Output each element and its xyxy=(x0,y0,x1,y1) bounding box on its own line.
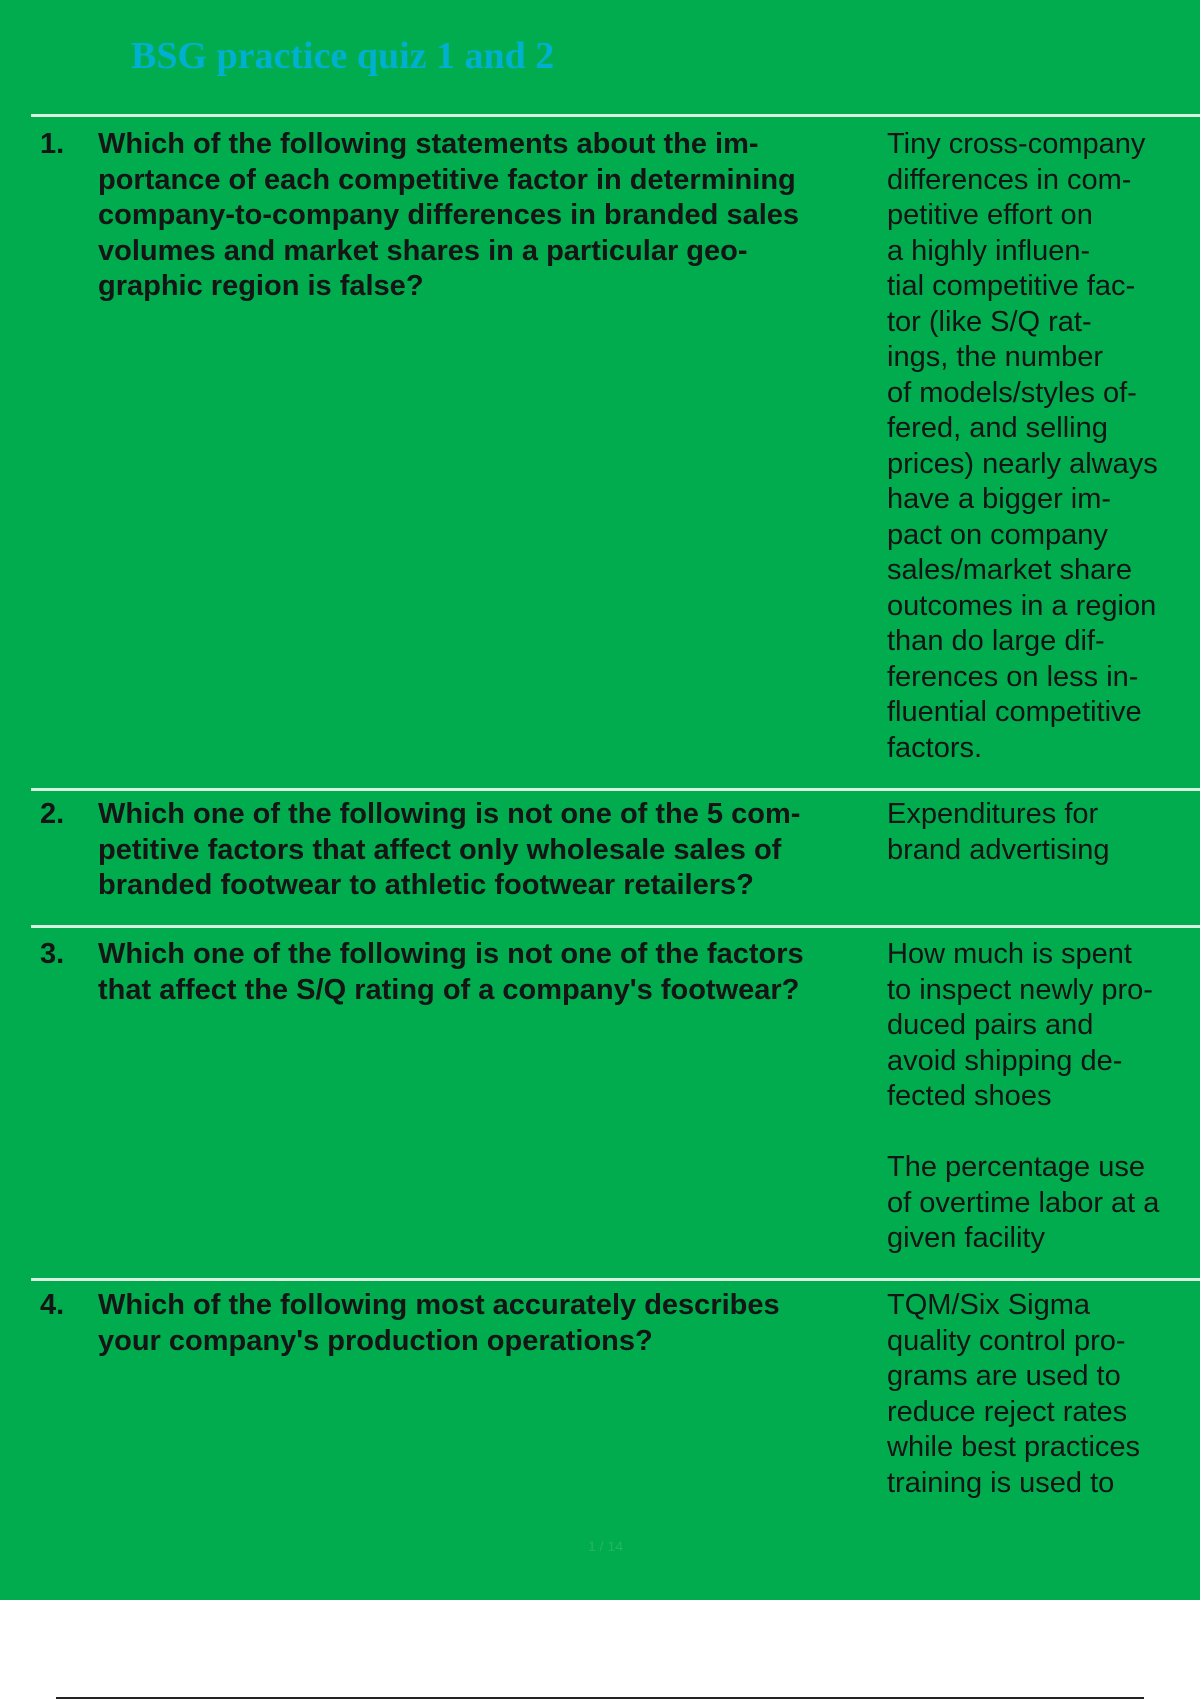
question-text xyxy=(98,1288,882,1359)
answer-line: fluential competitive xyxy=(887,696,1142,728)
answer-line: petitive effort on xyxy=(887,199,1093,231)
answer-line: of overtime labor at a xyxy=(887,1186,1160,1219)
question-line: volumes and market shares in a particular geo- xyxy=(98,234,748,267)
answer-line: have a bigger im- xyxy=(887,483,1112,515)
answer-text xyxy=(887,797,1200,868)
question-line: Which one of the following is not one of the factors xyxy=(98,938,804,970)
question-line: petitive factors that affect only wholesale sales of xyxy=(98,833,782,866)
question-number: 4. xyxy=(40,1289,65,1321)
question-line: Which of the following most accurately describes xyxy=(98,1289,780,1321)
answer-line: differences in com- xyxy=(887,163,1132,196)
answer-line: The percentage use xyxy=(887,1151,1145,1183)
answer-text xyxy=(887,937,1200,1257)
answer-text xyxy=(887,1288,1200,1501)
question-line: your company's production operations? xyxy=(98,1324,653,1357)
answer-line: to inspect newly pro- xyxy=(887,973,1153,1006)
question-line: Which of the following statements about the im- xyxy=(98,128,759,160)
page-number: 1 / 14 xyxy=(588,1538,624,1554)
divider xyxy=(31,925,1200,928)
answer-line: duced pairs and xyxy=(887,1009,1094,1041)
question-number: 1. xyxy=(40,128,65,160)
answer-line: training is used to xyxy=(887,1466,1115,1499)
answer-line: than do large dif- xyxy=(887,625,1105,657)
question-line: Which one of the following is not one of the 5 com- xyxy=(98,798,801,830)
answer-line: fered, and selling xyxy=(887,412,1108,444)
answer-line: TQM/Six Sigma xyxy=(887,1289,1091,1321)
question-text xyxy=(98,127,882,305)
divider xyxy=(31,788,1200,791)
answer-line: a highly influen- xyxy=(887,234,1091,267)
question-number: 2. xyxy=(40,798,65,830)
answer-line: factors. xyxy=(887,731,983,764)
divider xyxy=(31,1278,1200,1281)
answer-line: given facility xyxy=(887,1222,1045,1254)
answer-gap xyxy=(887,1115,1200,1151)
answer-line: reduce reject rates xyxy=(887,1395,1128,1428)
answer-line: tial competitive fac- xyxy=(887,270,1136,302)
document-title: BSG practice quiz 1 and 2 xyxy=(131,35,555,77)
answer-line: ings, the number xyxy=(887,341,1104,373)
answer-line: prices) nearly always xyxy=(887,447,1158,480)
answer-line: pact on company xyxy=(887,518,1108,551)
question-text xyxy=(98,937,882,1008)
answer-line: brand advertising xyxy=(887,833,1110,866)
answer-line: sales/market share xyxy=(887,554,1132,586)
answer-line: grams are used to xyxy=(887,1360,1121,1392)
question-line: branded footwear to athletic footwear retailers? xyxy=(98,869,754,901)
divider xyxy=(31,114,1200,117)
answer-line: Tiny cross-company xyxy=(887,128,1146,160)
answer-line: How much is spent xyxy=(887,938,1132,970)
answer-line: while best practices xyxy=(887,1431,1141,1463)
question-line: that affect the S/Q rating of a company's footwear? xyxy=(98,973,800,1006)
footer-divider xyxy=(56,1697,1144,1699)
question-number: 3. xyxy=(40,938,65,970)
answer-line: ferences on less in- xyxy=(887,660,1139,693)
answer-line: avoid shipping de- xyxy=(887,1044,1123,1077)
question-line: portance of each competitive factor in determining xyxy=(98,163,796,196)
answer-line: Expenditures for xyxy=(887,798,1099,830)
answer-line: of models/styles of- xyxy=(887,376,1137,409)
question-line: graphic region is false? xyxy=(98,270,424,302)
question-line: company-to-company differences in branded sales xyxy=(98,199,800,231)
answer-line: quality control pro- xyxy=(887,1324,1126,1357)
answer-line: tor (like S/Q rat- xyxy=(887,305,1092,338)
answer-text xyxy=(887,127,1200,766)
answer-line: fected shoes xyxy=(887,1080,1052,1112)
question-text xyxy=(98,797,882,904)
answer-line: outcomes in a region xyxy=(887,589,1157,622)
